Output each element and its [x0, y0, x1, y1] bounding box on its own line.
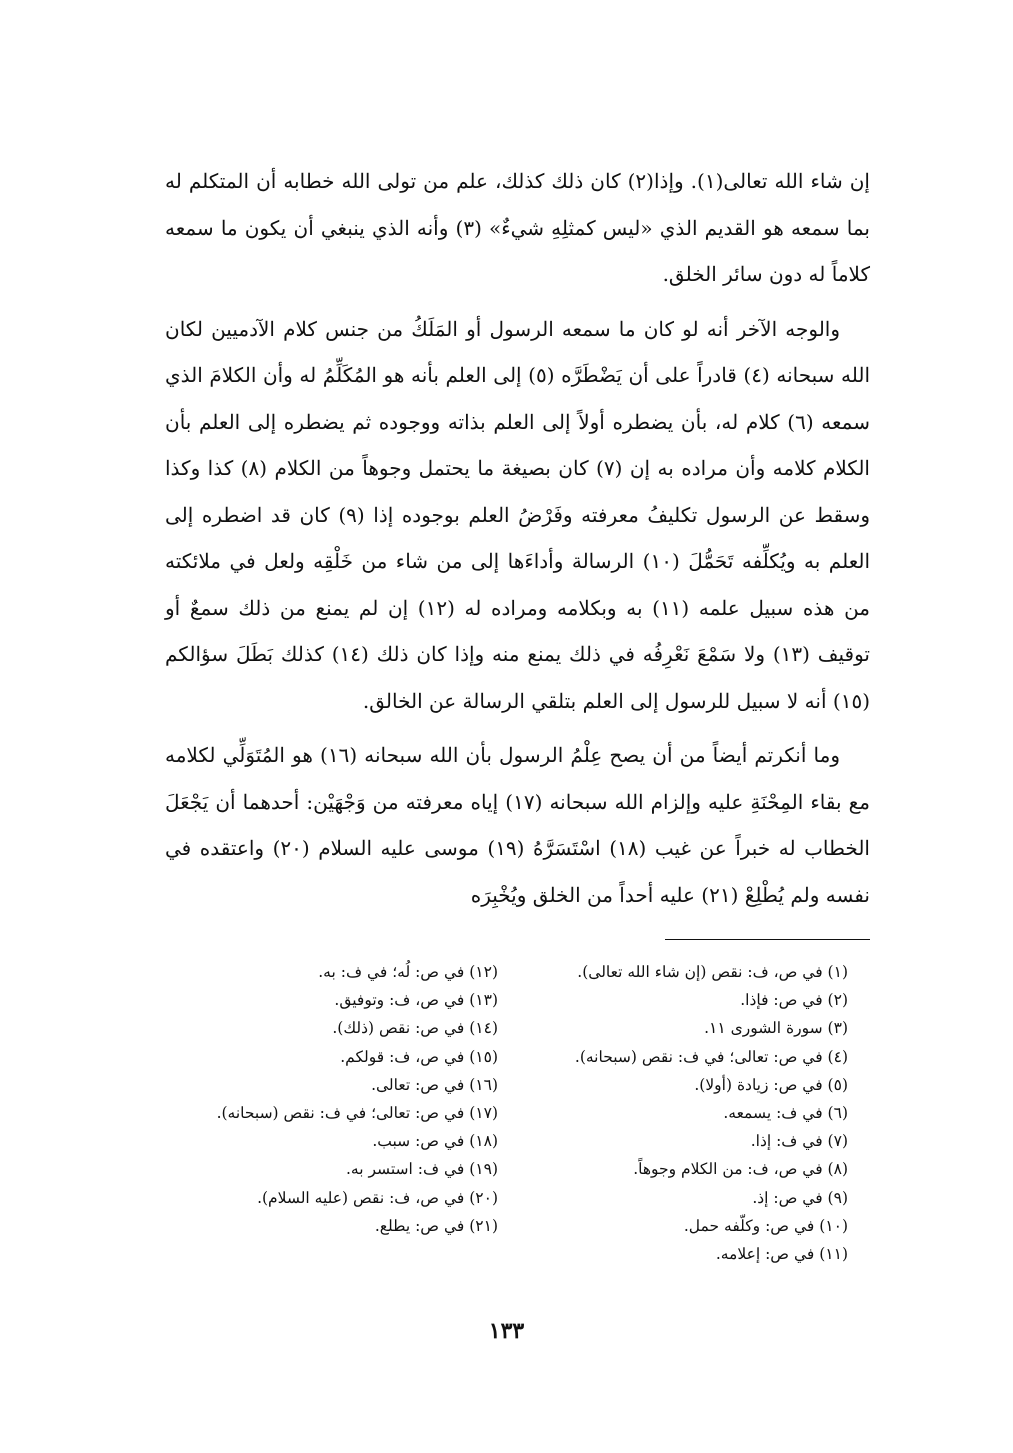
footnote-2: (٢) في ص: فإذا.: [740, 991, 848, 1010]
footnote-20: (٢٠) في ص، ف: نقص (عليه السلام).: [257, 1188, 498, 1207]
footnotes-left-column: [158, 958, 498, 1240]
footnote-5: (٥) في ص: زيادة (أولا).: [694, 1075, 848, 1094]
footnote-8: (٨) في ص، ف: من الكلام وجوهاً.: [633, 1160, 848, 1179]
footnote-1: (١) في ص، ف: نقص (إن شاء الله تعالى).: [577, 963, 848, 981]
footnote-separator: [665, 939, 870, 940]
footnote-12: (١٢) في ص: لُه؛ في ف: به.: [318, 963, 498, 981]
footnote-14: (١٤) في ص: نقص (ذلك).: [332, 1019, 498, 1038]
paragraph-3: وما أنكرتم أيضاً من أن يصح عِلْمُ الرسول بأن الله سبحانه (١٦) هو المُتَوَلِّي لكلامه مع بقاء المِحْنَةِ عليه وإلزام الله سبحانه (١٧) إياه معرفته من وَجْهَيْن: أحدهما أن يَجْعَلَ الخطاب له خبراً عن غيب (١٨) اسْتَسَرَّهُ (١٩) موسى عليه السلام (٢٠) واعتقده في نفسه ولم يُطْلِعْ (٢١) عليه أحداً من الخلق ويُخْبِرَه: [165, 743, 871, 907]
footnote-15: (١٥) في ص، ف: قولكم.: [340, 1047, 498, 1066]
footnote-6: (٦) في ف: يسمعه.: [723, 1104, 848, 1123]
footnote-17: (١٧) في ص: تعالى؛ في ف: نقص (سبحانه).: [216, 1104, 498, 1123]
footnote-4: (٤) في ص: تعالى؛ في ف: نقص (سبحانه).: [574, 1047, 848, 1066]
paragraph-2: والوجه الآخر أنه لو كان ما سمعه الرسول أو المَلَكُ من جنس كلام الآدميين لكان الله سبحانه (٤) قادراً على أن يَضْطَرَّه (٥) إلى العلم بأنه هو المُكَلِّمُ له وأن الكلامَ الذي سمعه (٦) كلام له، بأن يضطره أولاً إلى العلم بذاته ووجوده ثم يضطره إلى العلم بأن الكلام كلامه وأن مراده به إن (٧) كان بصيغة ما يحتمل وجوهاً من الكلام (٨) كذا وكذا وسقط عن الرسول تكليفُ معرفته وفَرْضُ العلم بوجوده إذا (٩) كان قد اضطره إلى العلم به ويُكلِّفه تَحَمُّلَ (١٠) الرسالة وأداءَها إلى من شاء من خَلْقِه ولعل في ملائكته من هذه سبيل علمه (١١) به وبكلامه ومراده له (١٢) إن لم يمنع من ذلك سمعٌ أو توقيف (١٣) ولا سَمْعَ نَعْرِفُه في ذلك يمنع منه وإذا كان ذلك (١٤) كذلك بَطَلَ سؤالكم (١٥) أنه لا سبيل للرسول إلى العلم بتلقي الرسالة عن الخالق.: [165, 316, 871, 713]
footnote-19: (١٩) في ف: استسر به.: [346, 1160, 498, 1179]
footnote-3: (٣) سورة الشورى ١١.: [704, 1019, 848, 1038]
page-number: ١٣٣: [488, 1318, 525, 1344]
footnote-7: (٧) في ف: إذا.: [750, 1132, 848, 1151]
main-text: [165, 158, 870, 918]
footnotes-right-column: [518, 958, 848, 1268]
footnote-18: (١٨) في ص: سبب.: [372, 1132, 498, 1151]
footnote-21: (٢١) في ص: يطلع.: [374, 1216, 498, 1235]
footnote-11: (١١) في ص: إعلامه.: [715, 1245, 848, 1264]
footnote-9: (٩) في ص: إذ.: [752, 1188, 848, 1207]
footnote-13: (١٣) في ص، ف: وتوفيق.: [334, 991, 498, 1010]
footnote-10: (١٠) في ص: وكلّفه حمل.: [683, 1216, 848, 1235]
paragraph-1: إن شاء الله تعالى(١). وإذا(٢) كان ذلك كذلك، علم من تولى الله خطابه أن المتكلم له بما سمعه هو القديم الذي «ليس كمثلِهِ شيءٌ» (٣) وأنه الذي ينبغي أن يكون ما سمعه كلاماً له دون سائر الخلق.: [165, 169, 870, 286]
footnote-16: (١٦) في ص: تعالى.: [371, 1075, 498, 1094]
